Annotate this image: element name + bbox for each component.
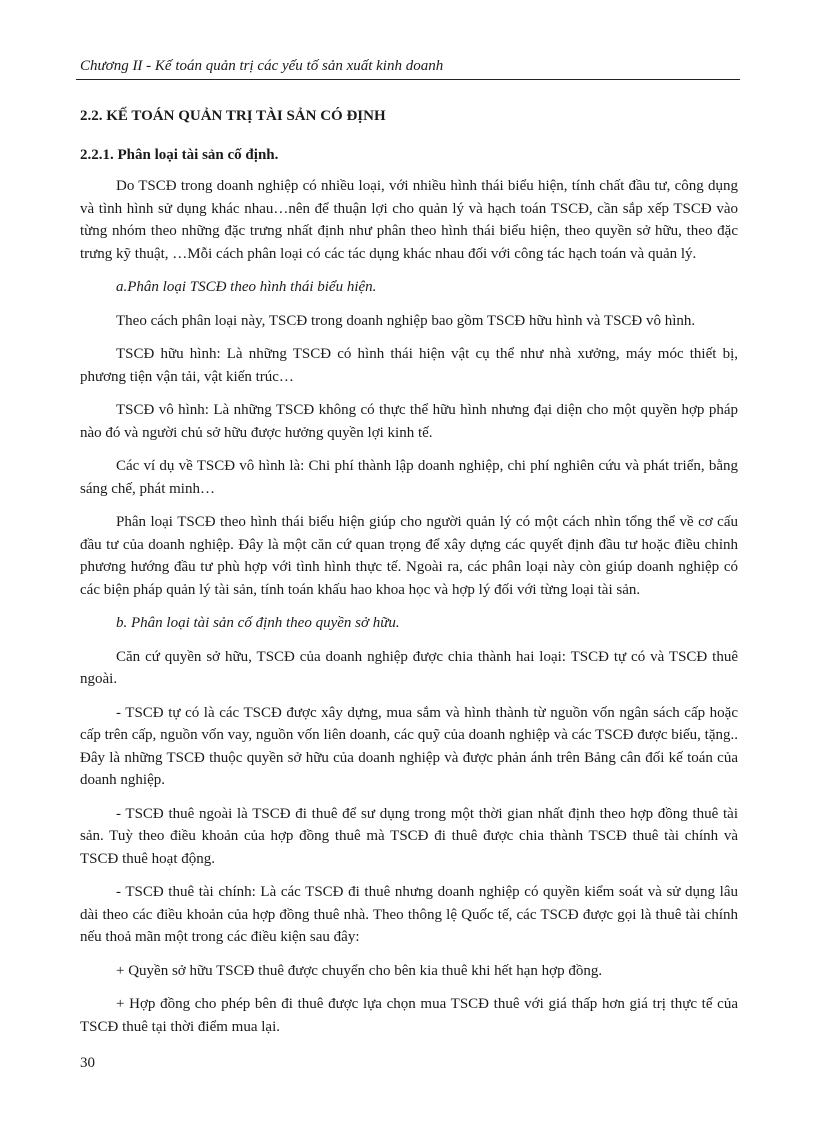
subheading-italic: a.Phân loại TSCĐ theo hình thái biểu hiện. (116, 279, 377, 295)
paragraph: Các ví dụ về TSCĐ vô hình là: Chi phí thành lập doanh nghiệp, chi phí nghiên cứu và phát triển, bằng sáng chế, phát minh… (80, 458, 738, 497)
subsection-heading: 2.2.1. Phân loại tài sản cố định. (80, 147, 279, 163)
paragraph: - TSCĐ thuê ngoài là TSCĐ đi thuê để sư dụng trong một thời gian nhất định theo hợp đồng thuê tài sản. Tuỳ theo điều khoản của hợp đồng thuê mà TSCĐ đi thuê được chia thành TSCĐ thuê tài chính và TSCĐ thuê hoạt động. (80, 805, 738, 867)
paragraph: Theo cách phân loại này, TSCĐ trong doanh nghiệp bao gồm TSCĐ hữu hình và TSCĐ vô hình. (116, 312, 696, 329)
paragraph: Phân loại TSCĐ theo hình thái biểu hiện giúp cho người quản lý có một cách nhìn tổng thể về cơ cấu đầu tư của doanh nghiệp. Đây là một căn cứ quan trọng để xây dựng các quyết định đầu tư hoặc điều chỉnh phương hướng đầu tư phù hợp với tình hình thực tế. Ngoài ra, các phân loại này còn giúp doanh nghiệp có các biện pháp quản lý tài sản, tính toán khấu hao khoa học và hợp lý đối với từng loại tài sản. (80, 514, 738, 598)
paragraph: + Hợp đồng cho phép bên đi thuê được lựa chọn mua TSCĐ thuê với giá thấp hơn giá trị thực tế của TSCĐ thuê tại thời điểm mua lại. (80, 996, 738, 1035)
paragraph: + Quyền sở hữu TSCĐ thuê được chuyển cho bên kia thuê khi hết hạn hợp đồng. (116, 962, 603, 979)
section-heading: 2.2. KẾ TOÁN QUẢN TRỊ TÀI SẢN CÓ ĐỊNH (80, 108, 386, 124)
header-rule (76, 79, 740, 80)
paragraph: - TSCĐ thuê tài chính: Là các TSCĐ đi thuê nhưng doanh nghiệp có quyền kiểm soát và sử dụng lâu dài theo các điều khoản của hợp đồng thuê nhà. Theo thông lệ Quốc tế, các TSCĐ được gọi là thuê tài chính nếu thoả mãn một trong các điều kiện sau đây: (80, 884, 738, 945)
running-header: Chương II - Kế toán quản trị các yếu tố sản xuất kinh doanh (80, 58, 444, 74)
page-content (80, 106, 738, 1049)
paragraph: - TSCĐ tự có là các TSCĐ được xây dựng, mua sắm và hình thành từ nguồn vốn ngân sách cấp hoặc cấp trên cấp, nguồn vốn vay, nguồn vốn liên doanh, các quỹ của doanh nghiệp và các TSCĐ được biếu, tặng.. Đây là những TSCĐ thuộc quyền sở hữu của doanh nghiệp và được phản ánh trên Bảng cân đối kế toán của doanh nghiệp. (80, 704, 738, 788)
paragraph: Căn cứ quyền sở hữu, TSCĐ của doanh nghiệp được chia thành hai loại: TSCĐ tự có và TSCĐ thuê ngoài. (80, 648, 738, 687)
paragraph: TSCĐ hữu hình: Là những TSCĐ có hình thái hiện vật cụ thể như nhà xưởng, máy móc thiết bị, phương tiện vận tải, vật kiến trúc… (80, 346, 738, 385)
paragraph: Do TSCĐ trong doanh nghiệp có nhiều loại, với nhiều hình thái biểu hiện, tính chất đầu tư, công dụng và tình hình sử dụng khác nhau…nên để thuận lợi cho quản lý và hạch toán TSCĐ, cần sắp xếp TSCĐ vào từng nhóm theo những đặc trưng nhất định như phân theo hình thái biểu hiện, theo quyền sở hữu, theo đặc trưng kỹ thuật, …Mỗi cách phân loại có các tác dụng khác nhau đối với công tác hạch toán và quản lý. (80, 178, 738, 262)
page-number: 30 (80, 1055, 95, 1071)
paragraph: TSCĐ vô hình: Là những TSCĐ không có thực thể hữu hình nhưng đại diện cho một quyền hợp pháp nào đó và người chủ sở hữu được hưởng quyền lợi kinh tế. (80, 402, 738, 441)
subheading-italic: b. Phân loại tài sản cố định theo quyền sở hữu. (116, 615, 400, 631)
